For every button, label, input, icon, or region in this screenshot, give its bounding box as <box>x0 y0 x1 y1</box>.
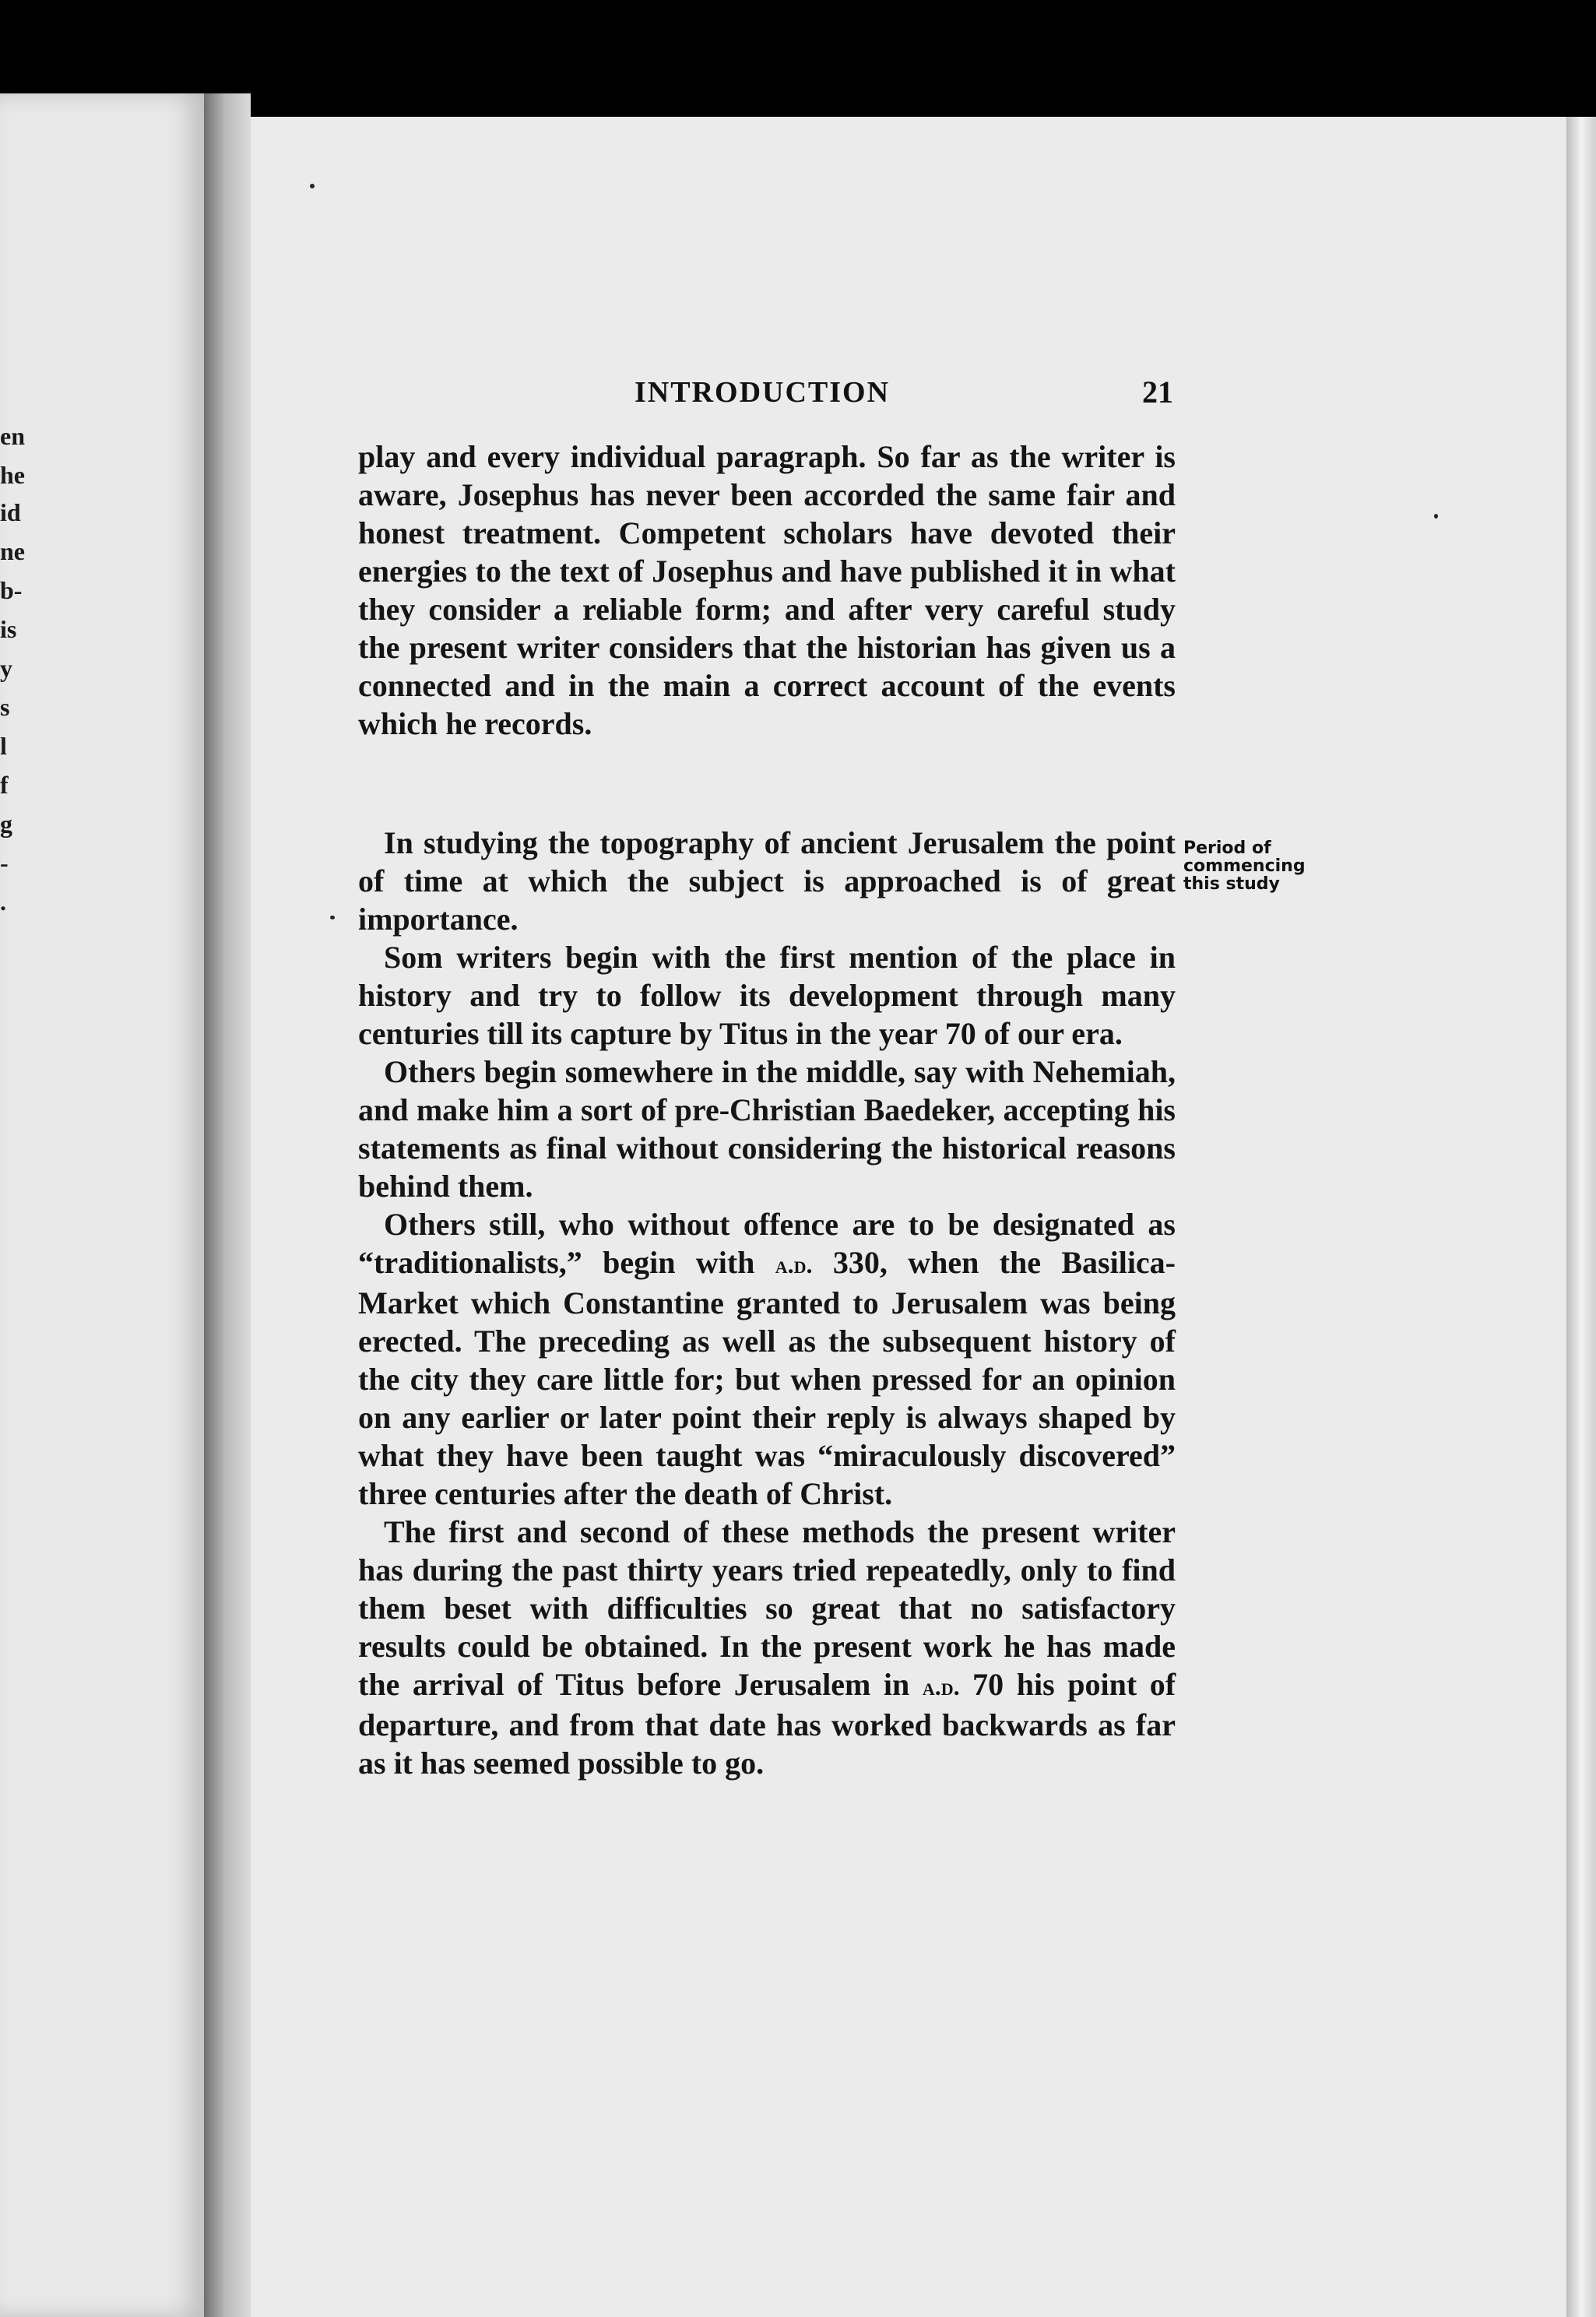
page-number: 21 <box>1142 374 1173 410</box>
margin-fragment: - <box>0 849 9 877</box>
text-block-continuation <box>358 438 1176 743</box>
margin-fragment: . <box>0 888 6 916</box>
print-speck <box>1434 514 1438 519</box>
margin-fragment: is <box>0 615 17 643</box>
margin-fragment: g <box>0 810 12 838</box>
text-run: The first and second of these methods the present writer has during the past thirty years tried repeatedly, only to find them beset with difficulties so great that no satisfactory results could be obtained. In the present work he has made the arrival of Titus before Jerusalem in <box>358 1514 1176 1702</box>
paragraph: In studying the topography of ancient Jerusalem the point of time at which the subject is approached is of great importance. <box>358 825 1176 937</box>
paragraph <box>358 1205 1176 1513</box>
margin-fragment: s <box>0 693 10 721</box>
margin-fragment: en <box>0 422 25 450</box>
era-abbreviation: a.d. <box>922 1672 960 1700</box>
text-block-main <box>358 824 1176 1782</box>
paragraph: play and every individual paragraph. So far as the writer is aware, Josephus has never been accorded the same fair and honest treatment. Competent scholars have devoted their energies to the text of Josephus and have published it in what they consider a reliable form; and after very careful study the present writer considers that the historian has given us a connected and in the main a correct account of the events which he records. <box>358 439 1176 741</box>
margin-fragment: l <box>0 732 7 760</box>
text-run: 330, when the Basilica-Market which Constantine granted to Jerusalem was being erected. The preceding as well as the subsequent history of the city they care little for; but when pressed for an opinion on any earlier or later point their reply is always shaped by what they have been taught was “miraculously discovered” three centuries after the death of Christ. <box>358 1245 1176 1511</box>
text-run: Others still, who without offence are to be designated as “traditionalists,” begin with <box>358 1207 1176 1280</box>
margin-fragment: y <box>0 654 12 682</box>
margin-fragment: b- <box>0 576 23 604</box>
margin-fragment: ne <box>0 537 25 565</box>
margin-fragment: id <box>0 498 21 526</box>
margin-fragment: he <box>0 461 25 489</box>
paragraph <box>358 1513 1176 1782</box>
facing-page-fragment <box>0 93 204 2317</box>
paragraph: Others begin somewhere in the middle, say with Nehemiah, and make him a sort of pre-Christian Baedeker, accepting his statements as final without considering the historical reasons behind them. <box>358 1054 1176 1204</box>
page-edge <box>1566 117 1596 2317</box>
text-run: 70 his point of departure, and from that date has worked backwards as far as it has seemed possible to go. <box>358 1667 1176 1781</box>
running-header: INTRODUCTION <box>635 376 891 409</box>
margin-fragment: f <box>0 771 9 799</box>
print-speck <box>330 916 335 919</box>
paragraph: Som writers begin with the first mention of the place in history and try to follow its development through many centuries till its capture by Titus in the year 70 of our era. <box>358 940 1176 1051</box>
era-abbreviation: a.d. <box>775 1250 813 1278</box>
print-speck <box>310 184 315 188</box>
marginal-note: Period of commencing this study <box>1183 839 1306 894</box>
book-gutter <box>204 93 251 2317</box>
